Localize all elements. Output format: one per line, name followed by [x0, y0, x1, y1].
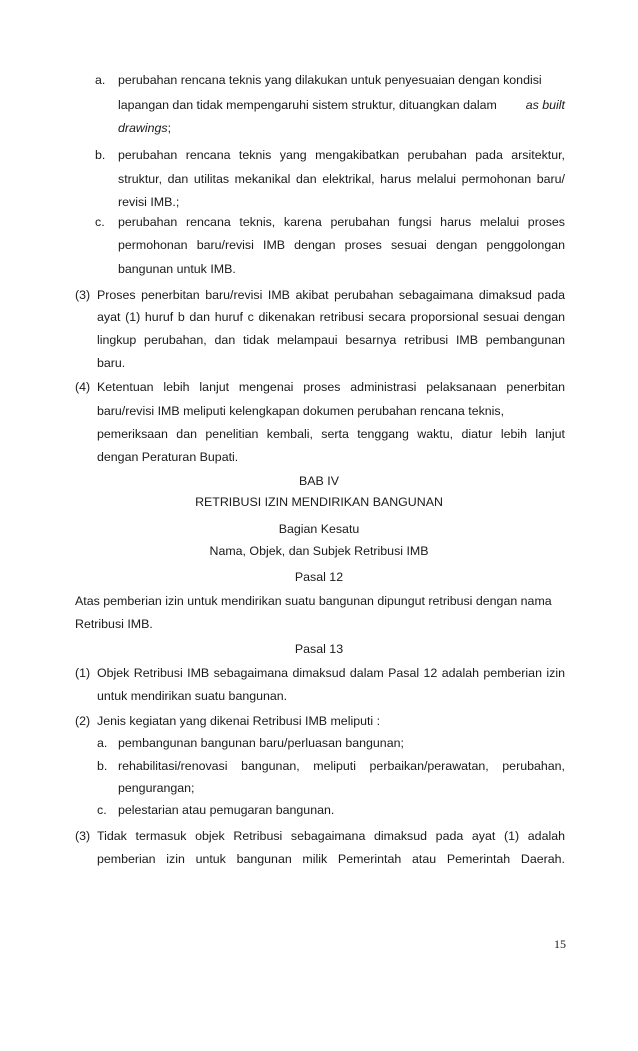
paragraph-line: baru/revisi IMB meliputi kelengkapan dokumen perubahan rencana teknis, — [97, 404, 505, 418]
article-heading-12: Pasal 12 — [294, 570, 344, 584]
page-number: 15 — [554, 937, 566, 951]
item-text-line: permohonan baru/revisi IMB dengan proses sesuai dengan penggolongan — [118, 238, 565, 252]
paragraph-line: Tidak termasuk objek Retribusi sebagaimana dimaksud pada ayat (1) adalah — [97, 829, 565, 843]
paragraph-line: baru. — [97, 356, 126, 370]
sub-item-line: pengurangan; — [118, 781, 195, 795]
item-label: a. — [95, 73, 106, 87]
item-text-line: struktur, dan utilitas mekanikal dan elektrikal, harus melalui permohonan baru/ — [118, 172, 565, 186]
paragraph-line: Jenis kegiatan yang dikenai Retribusi IMB meliputi : — [97, 714, 381, 728]
sub-item-label: a. — [97, 736, 108, 750]
sub-item-line: pelestarian atau pemugaran bangunan. — [118, 803, 335, 817]
sub-item-line: pembangunan bangunan baru/perluasan bangunan; — [118, 736, 404, 750]
paragraph-line: lingkup perubahan, dan tidak melampaui besarnya retribusi IMB pembangunan — [97, 333, 565, 347]
paragraph-line: Objek Retribusi IMB sebagaimana dimaksud dalam Pasal 12 adalah pemberian izin — [97, 666, 565, 680]
item-text-line: revisi IMB.; — [118, 195, 180, 209]
paragraph-line: untuk mendirikan suatu bangunan. — [97, 689, 288, 703]
paragraph-label: (1) — [75, 666, 91, 680]
chapter-heading: BAB IV — [299, 474, 339, 488]
chapter-title: RETRIBUSI IZIN MENDIRIKAN BANGUNAN — [195, 495, 443, 509]
paragraph-label: (3) — [75, 829, 91, 843]
item-text-line: lapangan dan tidak mempengaruhi sistem struktur, dituangkan dalam as built — [118, 98, 565, 112]
paragraph-line: ayat (1) huruf b dan huruf c dikenakan retribusi secara proporsional sesuai dengan — [97, 310, 565, 324]
paragraph-line: Proses penerbitan baru/revisi IMB akibat perubahan sebagaimana dimaksud pada — [97, 288, 565, 302]
item-label: b. — [95, 148, 106, 162]
paragraph-label: (2) — [75, 714, 91, 728]
item-text-line: drawings; — [118, 121, 172, 135]
article-12-line: Retribusi IMB. — [75, 617, 153, 631]
sub-item-line: rehabilitasi/renovasi bangunan, meliputi perbaikan/perawatan, perubahan, — [118, 759, 565, 773]
item-text-line: bangunan untuk IMB. — [118, 262, 236, 276]
article-12-line: Atas pemberian izin untuk mendirikan suatu bangunan dipungut retribusi dengan nama — [75, 594, 552, 608]
paragraph-line: dengan Peraturan Bupati. — [97, 450, 239, 464]
item-text-line: perubahan rencana teknis, karena perubahan fungsi harus melalui proses — [118, 215, 565, 229]
item-text-line: perubahan rencana teknis yang dilakukan untuk penyesuaian dengan kondisi — [118, 73, 542, 87]
section-title: Nama, Objek, dan Subjek Retribusi IMB — [209, 544, 429, 558]
paragraph-line: pemberian izin untuk bangunan milik Pemerintah atau Pemerintah Daerah. — [97, 852, 565, 866]
item-label: c. — [95, 215, 105, 229]
article-heading-13: Pasal 13 — [294, 642, 344, 656]
paragraph-label: (4) — [75, 380, 91, 394]
paragraph-line: pemeriksaan dan penelitian kembali, serta tenggang waktu, diatur lebih lanjut — [97, 427, 565, 441]
sub-item-label: c. — [97, 803, 107, 817]
section-heading: Bagian Kesatu — [278, 522, 360, 536]
sub-item-label: b. — [97, 759, 108, 773]
paragraph-label: (3) — [75, 288, 91, 302]
item-text-line: perubahan rencana teknis yang mengakibatkan perubahan pada arsitektur, — [118, 148, 565, 162]
paragraph-line: Ketentuan lebih lanjut mengenai proses administrasi pelaksanaan penerbitan — [97, 380, 565, 394]
